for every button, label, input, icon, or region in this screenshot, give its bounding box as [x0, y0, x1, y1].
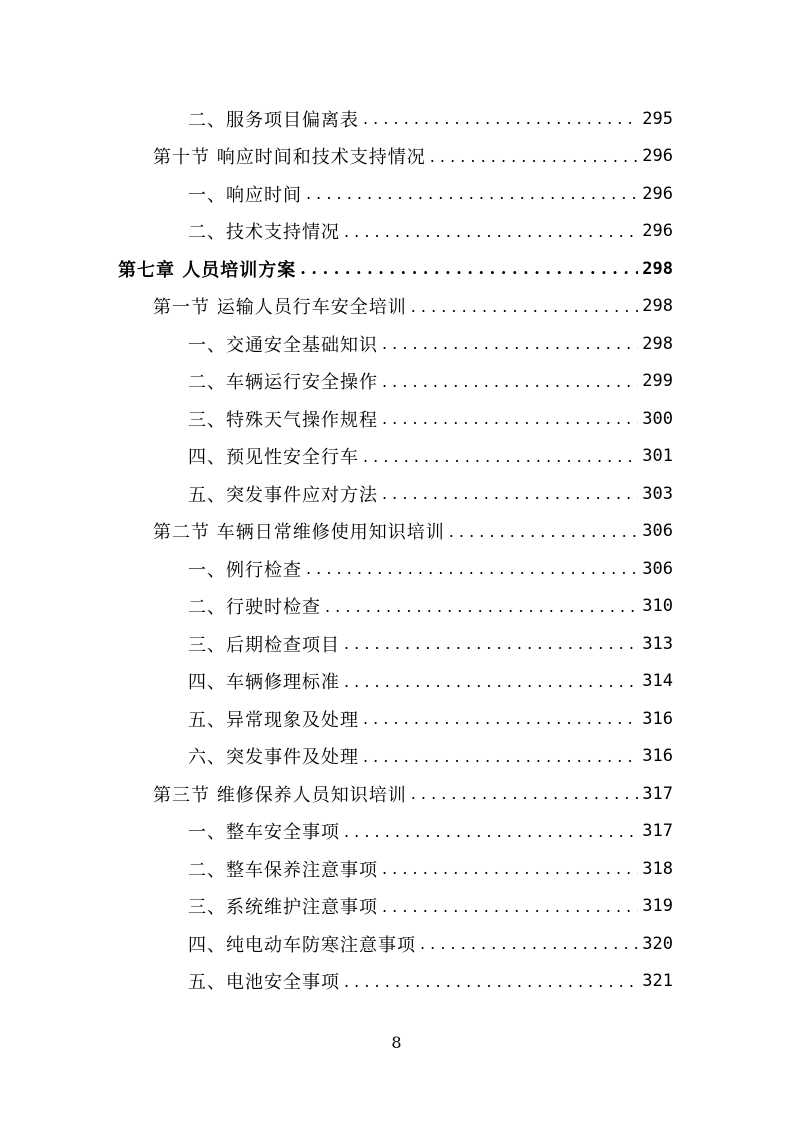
toc-entry-title: 第七章 人员培训方案: [118, 259, 297, 281]
toc-entry-page: 298: [642, 333, 673, 354]
toc-entry-title: 第一节 运输人员行车安全培训: [153, 297, 407, 319]
toc-entry-title: 三、后期检查项目: [188, 634, 340, 656]
toc-entry-title: 四、车辆修理标准: [188, 672, 340, 694]
toc-entry[interactable]: [0, 438, 793, 476]
toc-entry-title: 五、电池安全事项: [188, 972, 340, 994]
toc-entry-page: 296: [642, 221, 673, 242]
toc-entry-title: 五、异常现象及处理: [188, 709, 359, 731]
toc-entry-page: 303: [642, 483, 673, 504]
toc-dot-leader: [306, 184, 638, 203]
toc-entry-title: 二、技术支持情况: [188, 222, 340, 244]
toc-dot-leader: [411, 297, 639, 316]
toc-entry-title: 二、整车保养注意事项: [188, 859, 378, 881]
toc-dot-leader: [382, 334, 638, 353]
toc-entry[interactable]: [0, 550, 793, 588]
toc-entry[interactable]: [0, 663, 793, 701]
toc-entry[interactable]: [0, 100, 793, 138]
toc-entry-title: 一、响应时间: [188, 184, 302, 206]
toc-entry-title: 一、整车安全事项: [188, 822, 340, 844]
toc-entry-page: 313: [642, 633, 673, 654]
toc-entry[interactable]: [0, 363, 793, 401]
toc-dot-leader: [344, 972, 638, 991]
toc-chapter-entry[interactable]: [0, 250, 793, 288]
toc-dot-leader: [325, 597, 638, 616]
toc-entry-page: 317: [642, 821, 673, 842]
toc-entry-page: 306: [642, 521, 673, 542]
toc-entry[interactable]: [0, 625, 793, 663]
toc-dot-leader: [382, 372, 638, 391]
toc-dot-leader: [382, 409, 638, 428]
table-of-contents: [0, 100, 793, 1000]
toc-entry[interactable]: [0, 738, 793, 776]
toc-entry-page: 320: [642, 933, 673, 954]
toc-entry-page: 314: [642, 671, 673, 692]
toc-dot-leader: [344, 634, 638, 653]
toc-dot-leader: [363, 747, 638, 766]
toc-dot-leader: [306, 559, 638, 578]
toc-entry-page: 296: [642, 146, 673, 167]
toc-entry[interactable]: [0, 175, 793, 213]
toc-entry-title: 四、预见性安全行车: [188, 447, 359, 469]
toc-entry-title: 二、车辆运行安全操作: [188, 372, 378, 394]
toc-entry[interactable]: [0, 775, 793, 813]
toc-entry[interactable]: [0, 925, 793, 963]
toc-dot-leader: [411, 784, 639, 803]
page-number: 8: [391, 1033, 402, 1052]
toc-entry-title: 六、突发事件及处理: [188, 747, 359, 769]
toc-entry-title: 四、纯电动车防寒注意事项: [188, 934, 416, 956]
toc-dot-leader: [300, 259, 638, 278]
toc-dot-leader: [430, 147, 639, 166]
toc-dot-leader: [363, 447, 638, 466]
toc-entry-page: 316: [642, 708, 673, 729]
toc-entry-title: 二、服务项目偏离表: [188, 109, 359, 131]
toc-entry[interactable]: [0, 963, 793, 1001]
toc-entry-title: 二、行驶时检查: [188, 597, 321, 619]
toc-entry-title: 五、突发事件应对方法: [188, 484, 378, 506]
toc-entry-page: 296: [642, 183, 673, 204]
toc-dot-leader: [382, 484, 638, 503]
toc-entry[interactable]: [0, 138, 793, 176]
toc-dot-leader: [420, 934, 638, 953]
toc-entry-page: 300: [642, 408, 673, 429]
toc-dot-leader: [344, 672, 638, 691]
toc-entry-page: 298: [642, 258, 673, 279]
toc-dot-leader: [382, 897, 638, 916]
toc-entry-title: 第十节 响应时间和技术支持情况: [153, 147, 426, 169]
toc-entry-page: 316: [642, 746, 673, 767]
toc-entry-title: 一、例行检查: [188, 559, 302, 581]
toc-entry-title: 三、系统维护注意事项: [188, 897, 378, 919]
toc-entry-page: 318: [642, 858, 673, 879]
toc-entry-page: 299: [642, 371, 673, 392]
toc-entry-page: 317: [642, 783, 673, 804]
toc-entry-page: 306: [642, 558, 673, 579]
toc-entry[interactable]: [0, 475, 793, 513]
toc-entry[interactable]: [0, 400, 793, 438]
toc-dot-leader: [344, 222, 638, 241]
toc-entry-page: 310: [642, 596, 673, 617]
toc-dot-leader: [449, 522, 639, 541]
toc-entry[interactable]: [0, 288, 793, 326]
toc-entry-page: 298: [642, 296, 673, 317]
toc-entry-title: 第二节 车辆日常维修使用知识培训: [153, 522, 445, 544]
toc-entry-page: 319: [642, 896, 673, 917]
toc-entry-page: 295: [642, 108, 673, 129]
toc-entry-title: 一、交通安全基础知识: [188, 334, 378, 356]
toc-dot-leader: [382, 859, 638, 878]
toc-dot-leader: [363, 109, 638, 128]
toc-entry[interactable]: [0, 325, 793, 363]
toc-entry-page: 321: [642, 971, 673, 992]
toc-entry[interactable]: [0, 588, 793, 626]
toc-entry[interactable]: [0, 888, 793, 926]
toc-dot-leader: [363, 709, 638, 728]
toc-entry-title: 第三节 维修保养人员知识培训: [153, 784, 407, 806]
toc-entry[interactable]: [0, 213, 793, 251]
toc-dot-leader: [344, 822, 638, 841]
toc-entry-page: 301: [642, 446, 673, 467]
toc-entry[interactable]: [0, 813, 793, 851]
toc-entry[interactable]: [0, 513, 793, 551]
toc-entry[interactable]: [0, 700, 793, 738]
toc-entry-title: 三、特殊天气操作规程: [188, 409, 378, 431]
toc-entry[interactable]: [0, 850, 793, 888]
